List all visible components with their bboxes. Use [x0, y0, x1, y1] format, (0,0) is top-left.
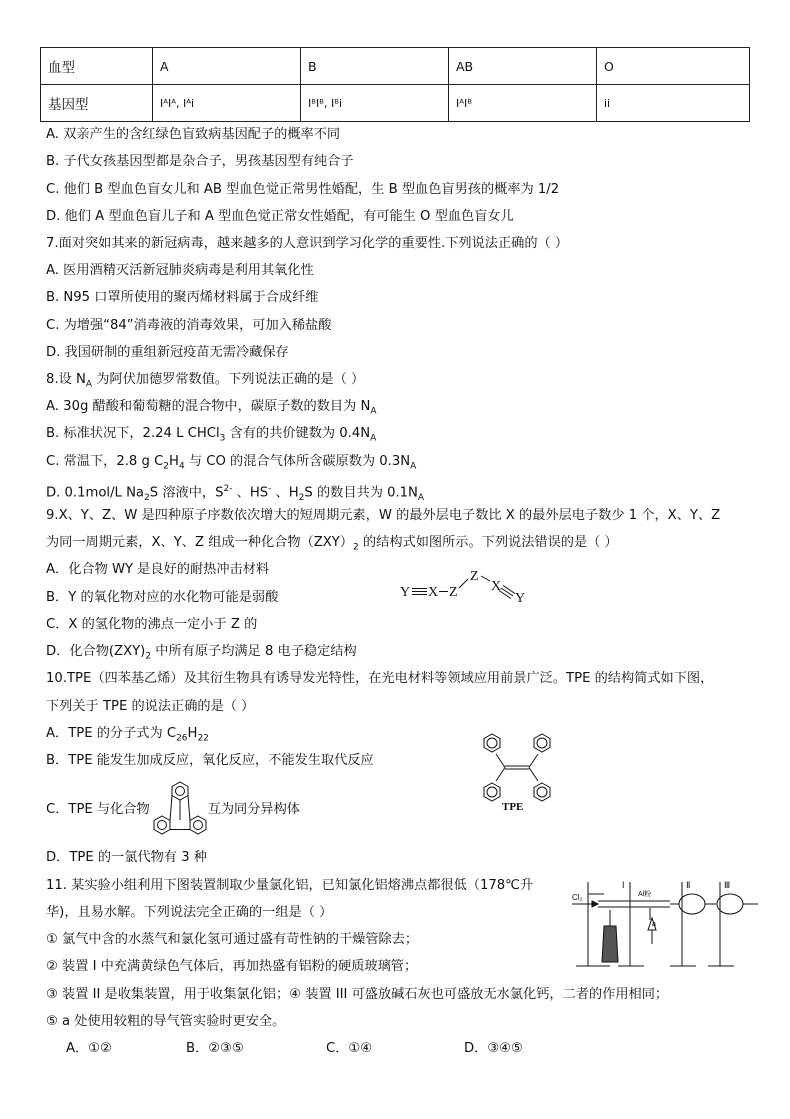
text: 、H — [271, 485, 299, 501]
q7-option-b: B. N95 口罩所使用的聚丙烯材料属于合成纤维 — [46, 290, 319, 305]
q7-option-d: D. 我国研制的重组新冠疫苗无需冷藏保存 — [46, 345, 289, 360]
q10-option-d: D．TPE 的一氯代物有 3 种 — [46, 850, 207, 865]
subscript: A — [85, 379, 92, 390]
subscript: 3 — [219, 433, 226, 444]
table-cell: IᴮIᴮ, Iᴮi — [301, 85, 449, 122]
table-cell: 血型 — [41, 48, 153, 85]
q6-option-d: D. 他们 A 型血色盲儿子和 A 型血色觉正常女性婚配，有可能生 O 型血色盲女儿 — [46, 209, 514, 224]
q9-option-d — [46, 643, 357, 666]
subscript: 26 — [176, 733, 188, 744]
q6-option-c: C. 他们 B 型血色盲女儿和 AB 型血色觉正常男性婚配，生 B 型血色盲男孩的概率为 1/2 — [46, 182, 560, 197]
text: A. 30g 醋酸和葡萄糖的混合物中，碳原子数的数目为 N — [46, 399, 371, 414]
q9-option-b: B．Y 的氧化物对应的水化物可能是弱酸 — [46, 590, 279, 605]
subscript: 2 — [353, 542, 359, 553]
text: 8.设 N — [46, 372, 86, 387]
text: B. 标准状况下，2.24 L CHCl — [46, 426, 220, 441]
q9-stem-line2 — [46, 534, 618, 557]
superscript: - — [268, 484, 272, 494]
q11-stem-line1: 11. 某实验小组利用下图装置制取少量氯化铝，已知氯化铝熔沸点都很低（178℃升 — [46, 878, 534, 893]
subscript: A — [410, 461, 417, 472]
text: H — [187, 726, 198, 741]
table-cell: B — [301, 48, 449, 85]
tpe-structure-diagram — [472, 726, 562, 810]
subscript: A — [370, 433, 377, 444]
label-i: I — [622, 880, 625, 890]
q9-stem-line1: 9.X、Y、Z、W 是四种原子序数依次增大的短周期元素，W 的最外层电子数比 X 的最外层电子数少 1 个，X、Y、Z — [46, 508, 721, 523]
zxy2-structure-diagram — [398, 566, 538, 606]
text: 中所有原子均满足 8 电子稳定结构 — [151, 644, 357, 659]
subscript: 2 — [145, 651, 152, 662]
text: S 的数目共为 0.1N — [304, 485, 418, 501]
q10-stem-line2: 下列关于 TPE 的说法正确的是（ ） — [46, 699, 255, 714]
text: A．TPE 的分子式为 C — [46, 726, 177, 741]
q11-statement-1: ① 氯气中含的水蒸气和氯化氢可通过盛有苛性钠的干燥管除去； — [46, 932, 419, 947]
superscript: 2- — [223, 484, 233, 494]
q11-statement-2: ② 装置 I 中充满黄绿色气体后，再加热盛有铝粉的硬质玻璃管； — [46, 959, 418, 974]
subscript: A — [417, 493, 425, 504]
atom-label: X — [428, 585, 439, 600]
q8-stem — [46, 371, 364, 394]
atom-label: Y — [515, 591, 526, 606]
atom-label: Y — [400, 585, 411, 600]
label-iii: Ⅲ — [724, 880, 731, 890]
text: D. 0.1mol/L Na — [46, 485, 145, 501]
q11-statement-3-4: ③ 装置 II 是收集装置，用于收集氯化铝；④ 装置 III 可盛放碱石灰也可盛放无水氯化钙，二者的作用相同； — [46, 987, 669, 1002]
q11-option-c: C．①④ — [326, 1041, 373, 1056]
q11-option-d: D．③④⑤ — [464, 1041, 523, 1056]
q8-option-d — [46, 480, 424, 507]
q9-option-a: A．化合物 WY 是良好的耐热冲击材料 — [46, 562, 270, 577]
q10-option-a — [46, 725, 209, 748]
table-cell: 基因型 — [41, 85, 153, 122]
q11-stem-line2: 华)，且易水解。下列说法完全正确的一组是（ ） — [46, 905, 333, 920]
table-cell: ii — [597, 85, 750, 122]
q11-option-a: A．①② — [66, 1041, 112, 1056]
text: 互为同分异构体 — [207, 802, 300, 817]
atom-label: Z — [449, 585, 458, 600]
text: C. 常温下，2.8 g C — [46, 454, 164, 469]
cl2-label: Cl₂ — [572, 893, 583, 902]
blood-type-table — [40, 47, 750, 122]
text: S 溶液中，S — [149, 485, 224, 501]
subscript: 22 — [197, 733, 209, 744]
subscript: 4 — [178, 461, 185, 472]
q11-option-b: B．②③⑤ — [186, 1041, 244, 1056]
table-cell: O — [597, 48, 750, 85]
text: 与 CO 的混合气体所含碳原数为 0.3N — [184, 454, 411, 469]
text: 为同一周期元素，X、Y、Z 组成一种化合物（ZXY） — [46, 535, 354, 550]
q8-option-b — [46, 425, 376, 448]
q10-option-b: B．TPE 能发生加成反应，氧化反应，不能发生取代反应 — [46, 753, 374, 768]
text: 、HS — [232, 485, 269, 501]
text: D．化合物(ZXY) — [46, 644, 146, 659]
subscript: 2 — [144, 493, 150, 504]
table-cell: AB — [449, 48, 597, 85]
atom-label: X — [491, 579, 502, 594]
q7-option-c: C. 为增强“84”消毒液的消毒效果，可加入稀盐酸 — [46, 318, 332, 333]
text: 为阿伏加德罗常数值。下列说法正确的是（ ） — [92, 372, 365, 387]
atom-label: Z — [470, 569, 479, 584]
al-powder-label: Al粉 — [638, 891, 652, 898]
label-a: a — [652, 921, 656, 928]
q10-stem-line1: 10.TPE（四苯基乙烯）及其衍生物具有诱导发光特性，在光电材料等领域应用前景广泛。TPE 的结构简式如下图， — [46, 671, 714, 686]
q9-option-c: C．X 的氢化物的沸点一定小于 Z 的 — [46, 617, 258, 632]
apparatus-diagram — [570, 874, 760, 974]
subscript: A — [370, 406, 377, 417]
text: 的结构式如图所示。下列说法错误的是（ ） — [358, 535, 618, 550]
table-row — [41, 48, 750, 85]
text: C．TPE 与化合物 — [46, 802, 150, 817]
triptycene-structure-diagram — [150, 780, 210, 840]
table-row — [41, 85, 750, 122]
q8-option-a — [46, 398, 377, 421]
text: 含有的共价键数为 0.4N — [225, 426, 371, 441]
subscript: 2 — [298, 493, 305, 504]
table-cell: IᴬIᴬ, Iᴬi — [153, 85, 301, 122]
label-ii: Ⅱ — [686, 880, 691, 890]
q6-option-b: B. 子代女孩基因型都是杂合子，男孩基因型有纯合子 — [46, 154, 354, 169]
q7-stem: 7.面对突如其来的新冠病毒，越来越多的人意识到学习化学的重要性.下列说法正确的（ ） — [46, 236, 569, 251]
q8-option-c — [46, 453, 416, 476]
table-cell: A — [153, 48, 301, 85]
subscript: 2 — [163, 461, 170, 472]
q11-statement-5: ⑤ a 处使用较粗的导气管实验时更安全。 — [46, 1014, 286, 1029]
text: H — [169, 454, 179, 469]
q7-option-a: A. 医用酒精灭活新冠肺炎病毒是利用其氧化性 — [46, 263, 314, 278]
tpe-label: TPE — [502, 801, 524, 810]
q6-option-a: A. 双亲产生的含红绿色盲致病基因配子的概率不同 — [46, 127, 341, 142]
table-cell: IᴬIᴮ — [449, 85, 597, 122]
